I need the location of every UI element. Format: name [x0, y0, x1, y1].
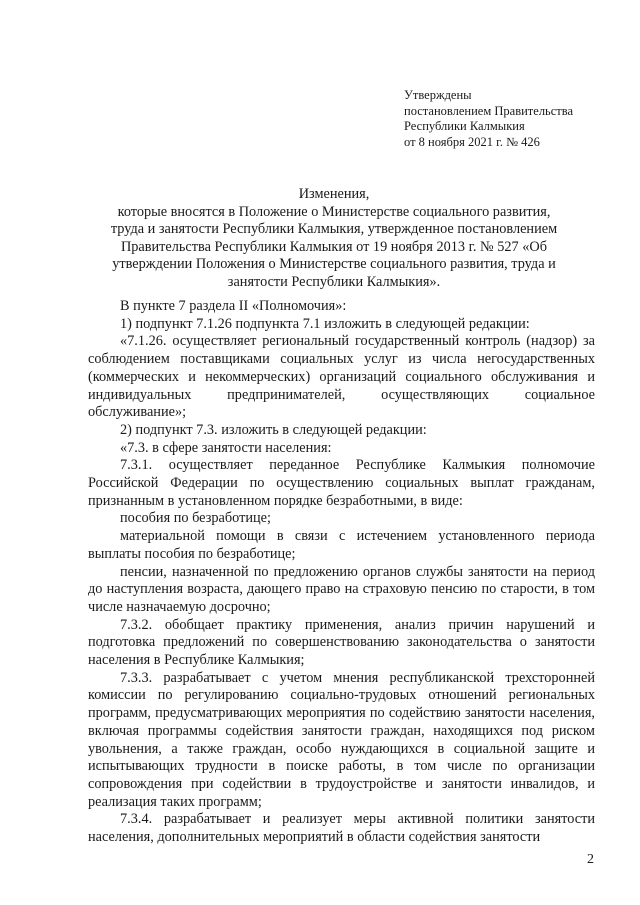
title-line-5: утверждении Положения о Министерстве социального развития, труда и — [112, 256, 556, 273]
paragraph-7-3-4: 7.3.4. разрабатывает и реализует меры активной политики занятости населения, дополнительных мероприятий в области содействия занятости — [88, 811, 595, 846]
title-line-4: Правительства Республики Калмыкия от 19 ноября 2013 г. № 527 «Об — [120, 238, 548, 255]
title-line-3: труда и занятости Республики Калмыкия, утвержденное постановлением — [110, 221, 558, 238]
paragraph-7-1-26: «7.1.26. осуществляет региональный государственный контроль (надзор) за соблюдением поставщиками социальных услуг из числа негосударственных (коммерческих и некоммерческих) организаций социального обслуживания и индивидуальных предпринимателей, осуществляющих социальное обслуживание»; — [88, 333, 595, 421]
paragraph-material-aid: материальной помощи в связи с истечением установленного периода выплаты пособия по безработице; — [88, 528, 595, 562]
approval-line-2: постановлением Правительства — [404, 103, 574, 118]
page-number: 2 — [587, 852, 594, 867]
paragraph-pension: пенсии, назначенной по предложению органов службы занятости на период до наступления возраста, дающего право на страховую пенсию по старости, в том числе назначаемую досрочно; — [88, 563, 595, 615]
paragraph-7-3-2: 7.3.2. обобщает практику применения, анализ причин нарушений и подготовка предложений по совершенствованию законодательства о занятости населения в Республике Калмыкия; — [88, 616, 595, 669]
paragraph-7-3: «7.3. в сфере занятости населения: — [120, 439, 332, 456]
approval-line-1: Утверждены — [404, 88, 472, 102]
paragraph-benefit: пособия по безработице; — [120, 510, 271, 527]
approval-line-4: от 8 ноября 2021 г. № 426 — [404, 134, 540, 149]
document-title — [108, 186, 560, 292]
approval-line-3: Республики Калмыкия — [404, 119, 525, 133]
approval-stamp — [404, 88, 573, 150]
title-line-1: Изменения, — [298, 186, 370, 202]
paragraph-item-1: 1) подпункт 7.1.26 подпункта 7.1 изложить в следующей редакции: — [120, 315, 530, 332]
paragraph-item-2: 2) подпункт 7.3. изложить в следующей редакции: — [120, 421, 427, 438]
paragraph-intro: В пункте 7 раздела II «Полномочия»: — [120, 298, 347, 314]
paragraph-7-3-1: 7.3.1. осуществляет переданное Республике Калмыкия полномочие Российской Федерации по осуществлению социальных выплат гражданам, признанным в установленном порядке безработными, в виде: — [88, 457, 595, 509]
title-line-2: которые вносятся в Положение о Министерстве социального развития, — [117, 203, 551, 220]
title-line-6: занятости Республики Калмыкия». — [227, 273, 441, 290]
document-body — [88, 298, 595, 847]
paragraph-7-3-3: 7.3.3. разрабатывает с учетом мнения республиканской трехсторонней комиссии по регулированию социально-трудовых отношений региональных программ, предусматривающих мероприятия по содействию занятости населения, включая программы содействия занятости граждан, находящихся под риском увольнения, а также граждан, особо нуждающихся в социальной защите и испытывающих трудности в поиске работы, в том числе по организации сопровождения при содействии в трудоустройстве и занятости инвалидов, и реализация таких программ; — [88, 669, 595, 810]
